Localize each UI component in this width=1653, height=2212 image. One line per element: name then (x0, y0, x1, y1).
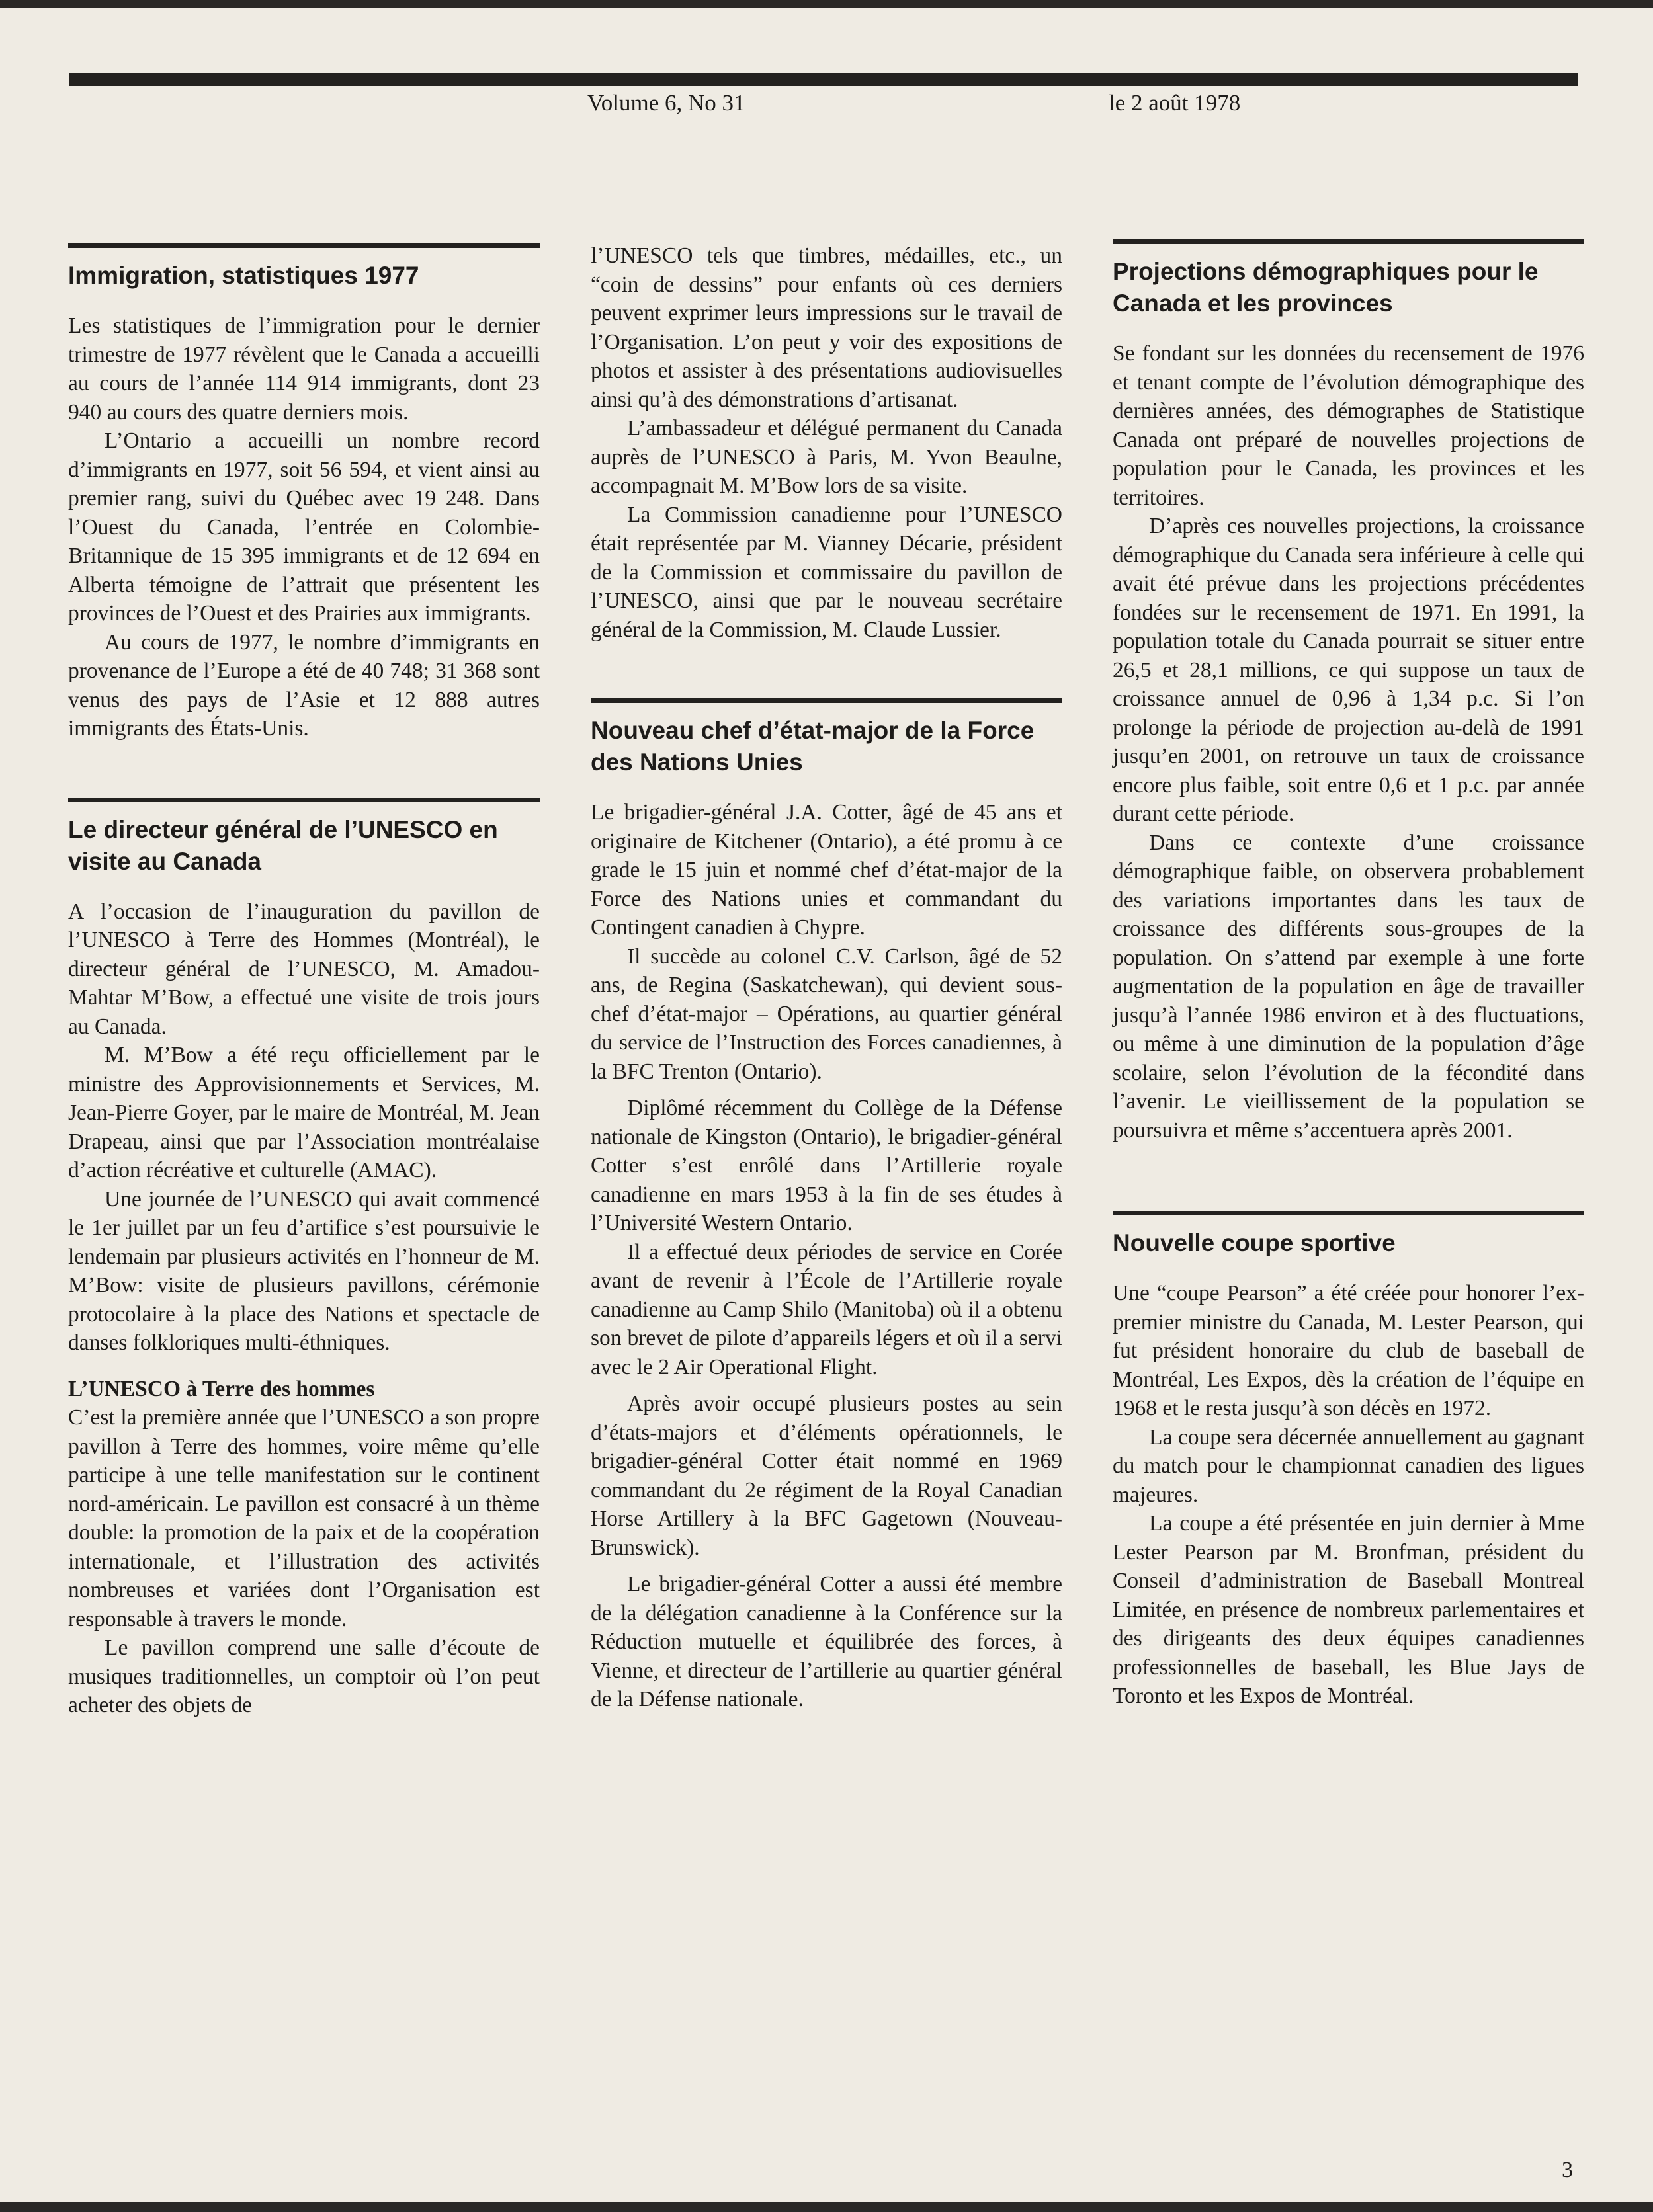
article-unesco-continued (591, 241, 1062, 644)
article-paragraph: L’Ontario a accueilli un nombre record d’immigrants en 1977, soit 56 594, et vient ainsi au premier rang, suivi du Québec avec 19 248. Dans l’Ouest du Canada, l’entrée en Colombie-Britannique de 15 395 immigrants et de 12 694 en Alberta témoigne de l’attrait que présentent les provinces de l’Ouest et des Prairies aux immigrants. (68, 429, 540, 626)
article-paragraph: Les statistiques de l’immigration pour le dernier trimestre de 1977 révèlent que le Canada a accueilli au cours de l’année 114 914 immigrants, dont 23 940 au cours des quatre derniers mois. (68, 313, 540, 425)
article-paragraph: Après avoir occupé plusieurs postes au sein d’états-majors et d’éléments opérationnels, le brigadier-général Cotter était nommé en 1969 commandant du 2e régiment de la Royal Canadian Horse Artillery à la BFC Gagetown (Nouveau-Brunswick). (591, 1391, 1062, 1560)
issue-volume: Volume 6, No 31 (587, 90, 745, 116)
article-unesco (68, 798, 540, 1720)
article-title: Immigration, statistiques 1977 (68, 262, 419, 289)
article-paragraph: La coupe a été présentée en juin dernier à Mme Lester Pearson par M. Bronfman, président du Conseil d’administration de Baseball Montreal Limitée, en présence de nombreux parlementaires et des dirigeants des deux équipes canadiennes professionnelles de baseball, les Blue Jays de Toronto et les Expos de Montréal. (1113, 1511, 1584, 1708)
article-paragraph: M. M’Bow a été reçu officiellement par le ministre des Approvisionnements et Services, M. Jean-Pierre Goyer, par le maire de Montréal, M. Jean Drapeau, ainsi que par l’Association montréalaise d’action récréative et culturelle (AMAC). (68, 1043, 540, 1182)
article-paragraph: D’après ces nouvelles projections, la croissance démographique du Canada sera inférieure à celle qui avait été prévue dans les projections précédentes fondées sur le recensement de 1971. En 1991, la population totale du Canada pourrait se situer entre 26,5 et 28,1 millions, ce qui suppose un taux de croissance annuel de 0,96 à 1,34 p.c. Si l’on prolonge la période de projection au-delà de 1991 jusqu’en 2001, on retrouve un taux de croissance encore plus faible, soit entre 0,6 et 1 p.c. par année durant cette période. (1113, 514, 1584, 826)
page-edge-bottom (0, 2202, 1653, 2212)
article-paragraph: Dans ce contexte d’une croissance démographique faible, on observera probablement des variations importantes dans les taux de croissance des différents sous-groupes de la population. On s’attend par exemple à une forte augmentation de la population en âge de travailler jusqu’à l’année 1986 environ et à des fluctuations, ou même à une diminution de la population d’âge scolaire, selon l’évolution de la fécondité dans l’avenir. Le vieillissement de la population se poursuivra et même s’accentuera après 2001. (1113, 830, 1584, 1143)
article-paragraph: Il a effectué deux périodes de service en Corée avant de revenir à l’École de l’Artillerie royale canadienne au Camp Shilo (Manitoba) où il a obtenu son brevet de pilote d’appareils légers et où il a servi avec le 2 Air Operational Flight. (591, 1239, 1062, 1379)
article-title: Le directeur général de l’UNESCO en visite au Canada (68, 815, 498, 875)
heading-rule (68, 243, 540, 248)
article-spacer (1113, 1145, 1584, 1211)
article-paragraph: Au cours de 1977, le nombre d’immigrants en provenance de l’Europe a été de 40 748; 31 368 sont venus des pays de l’Asie et 12 888 autres immigrants des États-Unis. (68, 630, 540, 741)
article-spacer (68, 743, 540, 798)
article-spacer (591, 644, 1062, 698)
article-paragraph: Le brigadier-général J.A. Cotter, âgé de 45 ans et originaire de Kitchener (Ontario), a été promu à ce grade le 15 juin et nommé chef d’état-major de la Force des Nations unies et commandant du Contingent canadien à Chypre. (591, 800, 1062, 940)
heading-rule (1113, 239, 1584, 244)
article-projections (1113, 239, 1584, 1145)
masthead-rule (69, 73, 1578, 86)
article-paragraph: Se fondant sur les données du recensement de 1976 et tenant compte de l’évolution démographique des dernières années, des démographes de Statistique Canada ont préparé de nouvelles projections de population pour le Canada, les provinces et les territoires. (1113, 341, 1584, 510)
article-paragraph: Il succède au colonel C.V. Carlson, âgé de 52 ans, de Regina (Saskatchewan), qui devient sous-chef d’état-major – Opérations, au quartier général du service de l’Instruction des Forces canadiennes, à la BFC Trenton (Ontario). (591, 944, 1062, 1084)
article-title: Nouvelle coupe sportive (1113, 1229, 1396, 1256)
issue-date: le 2 août 1978 (1109, 90, 1241, 116)
article-coupe (1113, 1211, 1584, 1711)
article-paragraph: l’UNESCO tels que timbres, médailles, etc., un “coin de dessins” pour enfants où ces derniers peuvent exprimer leurs impressions sur le travail de l’Organisation. L’on peut y voir des expositions de photos et assister à des présentations audiovisuelles ainsi qu’à des démonstrations d’artisanat. (591, 243, 1062, 412)
article-paragraph: La Commission canadienne pour l’UNESCO était représentée par M. Vianney Décarie, président de la Commission et commissaire du pavillon de l’UNESCO, ainsi que par le nouveau secrétaire général de la Commission, M. Claude Lussier. (591, 502, 1062, 642)
article-paragraph: Une journée de l’UNESCO qui avait commencé le 1er juillet par un feu d’artifice s’est poursuivie le lendemain par plusieurs activités en l’honneur de M. M’Bow: visite de plusieurs pavillons, cérémonie protocolaire à la place des Nations et spectacle de danses folkloriques multi-éthniques. (68, 1186, 540, 1355)
article-paragraph: Le brigadier-général Cotter a aussi été membre de la délégation canadienne à la Conférence sur la Réduction mutuelle et équilibrée des forces, à Vienne, et directeur de l’artillerie au quartier général de la Défense nationale. (591, 1572, 1062, 1711)
heading-rule (1113, 1211, 1584, 1215)
article-title: Projections démographiques pour le Canada et les provinces (1113, 258, 1539, 317)
article-subheading: L’UNESCO à Terre des hommes (68, 1376, 375, 1401)
article-paragraph: C’est la première année que l’UNESCO a son propre pavillon à Terre des hommes, voire même qu’elle participe à une telle manifestation sur le continent nord-américain. Le pavillon est consacré à un thème double: la promotion de la paix et de la coopération internationale, et l’illustration des activités nombreuses et variées dont l’Organisation est responsable à travers le monde. (68, 1405, 540, 1631)
page-edge-top (0, 0, 1653, 8)
heading-rule (68, 798, 540, 802)
article-paragraph: Le pavillon comprend une salle d’écoute de musiques traditionnelles, un comptoir où l’on peut acheter des objets de (68, 1635, 540, 1717)
article-paragraph: Une “coupe Pearson” a été créée pour honorer l’ex-premier ministre du Canada, M. Lester Pearson, qui fut président honoraire du club de baseball de Montréal, Les Expos, dès la création de l’équipe en 1968 et le resta jusqu’à son décès en 1972. (1113, 1281, 1584, 1420)
column-left (68, 243, 540, 1720)
article-paragraph: L’ambassadeur et délégué permanent du Canada auprès de l’UNESCO à Paris, M. Yvon Beaulne, accompagnait M. M’Bow lors de sa visite. (591, 416, 1062, 498)
column-middle (591, 241, 1062, 1714)
article-title: Nouveau chef d’état-major de la Force des Nations Unies (591, 717, 1035, 776)
heading-rule (591, 698, 1062, 703)
article-chef-etat-major (591, 698, 1062, 1714)
article-paragraph: Diplômé récemment du Collège de la Défense nationale de Kingston (Ontario), le brigadier-général Cotter s’est enrôlé dans l’Artillerie royale canadienne en mars 1953 à la fin de ses études à l’Université Western Ontario. (591, 1096, 1062, 1235)
column-right (1113, 239, 1584, 1711)
page-number: 3 (1562, 2158, 1573, 2182)
article-paragraph: A l’occasion de l’inauguration du pavillon de l’UNESCO à Terre des Hommes (Montréal), le directeur général de l’UNESCO, M. Amadou-Mahtar M’Bow, a effectué une visite de trois jours au Canada. (68, 899, 540, 1039)
article-immigration (68, 243, 540, 743)
article-paragraph: La coupe sera décernée annuellement au gagnant du match pour le championnat canadien des ligues majeures. (1113, 1424, 1584, 1507)
